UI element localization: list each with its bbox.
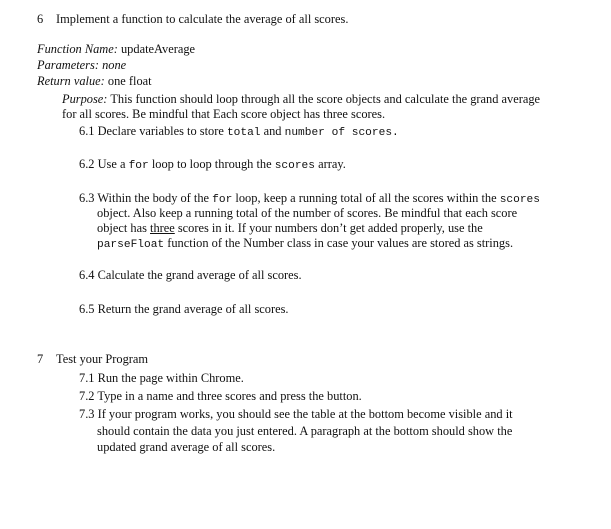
purpose-text-2: for all scores. Be mindful that Each score object has three scores. — [62, 107, 386, 121]
step-6-3-text-4: function of the Number class in case your values are stored as strings. — [164, 236, 514, 250]
step-6-5-text: 6.5 Return the grand average of all scores. — [79, 302, 289, 316]
section-6-heading — [37, 12, 348, 27]
step-6-2-suffix: array. — [314, 157, 346, 171]
step-7-2 — [79, 389, 362, 404]
step-6-4-text: 6.4 Calculate the grand average of all scores. — [79, 268, 302, 282]
return-value-value: one float — [107, 74, 152, 88]
step-6-3-mid: loop, keep a running total of all the scores within the — [232, 191, 500, 205]
step-7-3-text-3: updated grand average of all scores. — [97, 440, 276, 454]
step-6-1-code-total: total — [226, 127, 261, 139]
step-7-1 — [79, 371, 244, 386]
step-6-1-mid: and — [260, 124, 285, 138]
parameters-row — [37, 58, 126, 73]
step-6-2-mid: loop to loop through the — [148, 157, 275, 171]
step-6-3-line-4 — [97, 236, 513, 253]
purpose-label: Purpose: — [62, 92, 108, 106]
section-7-title: Test your Program — [56, 352, 149, 366]
section-7-heading — [37, 352, 148, 367]
step-6-3-text-3b: scores in it. If your numbers don’t get added properly, use the — [174, 221, 483, 235]
step-7-3-text-1: 7.3 If your program works, you should see the table at the bottom become visible and it — [79, 407, 513, 421]
step-6-3-line-3 — [97, 221, 483, 236]
return-value-label: Return value: — [37, 74, 105, 88]
step-7-3-line-3 — [97, 440, 275, 455]
step-6-3-code-for: for — [212, 194, 233, 206]
section-7-number: 7 — [37, 352, 44, 366]
step-7-2-text: 7.2 Type in a name and three scores and press the button. — [79, 389, 362, 403]
purpose-text-1: This function should loop through all the score objects and calculate the grand average — [110, 92, 541, 106]
step-6-3-prefix: 6.3 Within the body of the — [79, 191, 213, 205]
step-6-3-code-scores: scores — [499, 194, 540, 206]
step-6-2-code-for: for — [128, 160, 149, 172]
step-6-3-underlined-three: three — [150, 221, 175, 235]
step-6-4 — [79, 268, 302, 283]
step-6-3-text-2: object. Also keep a running total of the number of scores. Be mindful that each score — [97, 206, 518, 220]
step-6-1-code-number: number of scores. — [284, 127, 399, 139]
section-6-title: Implement a function to calculate the average of all scores. — [56, 12, 349, 26]
function-name-value: updateAverage — [120, 42, 196, 56]
step-6-3-line-2 — [97, 206, 517, 221]
step-6-3-text-3a: object has — [97, 221, 150, 235]
step-6-2-code-scores: scores — [274, 160, 315, 172]
function-name-row — [37, 42, 195, 57]
step-6-2-prefix: 6.2 Use a — [79, 157, 129, 171]
purpose-line-1 — [62, 92, 540, 107]
step-7-1-text: 7.1 Run the page within Chrome. — [79, 371, 244, 385]
step-6-2 — [79, 157, 346, 174]
step-7-3-text-2: should contain the data you just entered. A paragraph at the bottom should show the — [97, 424, 513, 438]
step-6-1 — [79, 124, 399, 141]
parameters-label: Parameters: — [37, 58, 99, 72]
section-6-number: 6 — [37, 12, 44, 26]
step-7-3-line-1 — [79, 407, 513, 422]
step-6-1-prefix: 6.1 Declare variables to store — [79, 124, 227, 138]
return-value-row — [37, 74, 152, 89]
function-name-label: Function Name: — [37, 42, 118, 56]
step-6-3-code-parsefloat: parseFloat — [97, 239, 165, 251]
parameters-value: none — [102, 58, 127, 72]
step-6-5 — [79, 302, 289, 317]
purpose-line-2 — [62, 107, 385, 122]
step-7-3-line-2 — [97, 424, 512, 439]
